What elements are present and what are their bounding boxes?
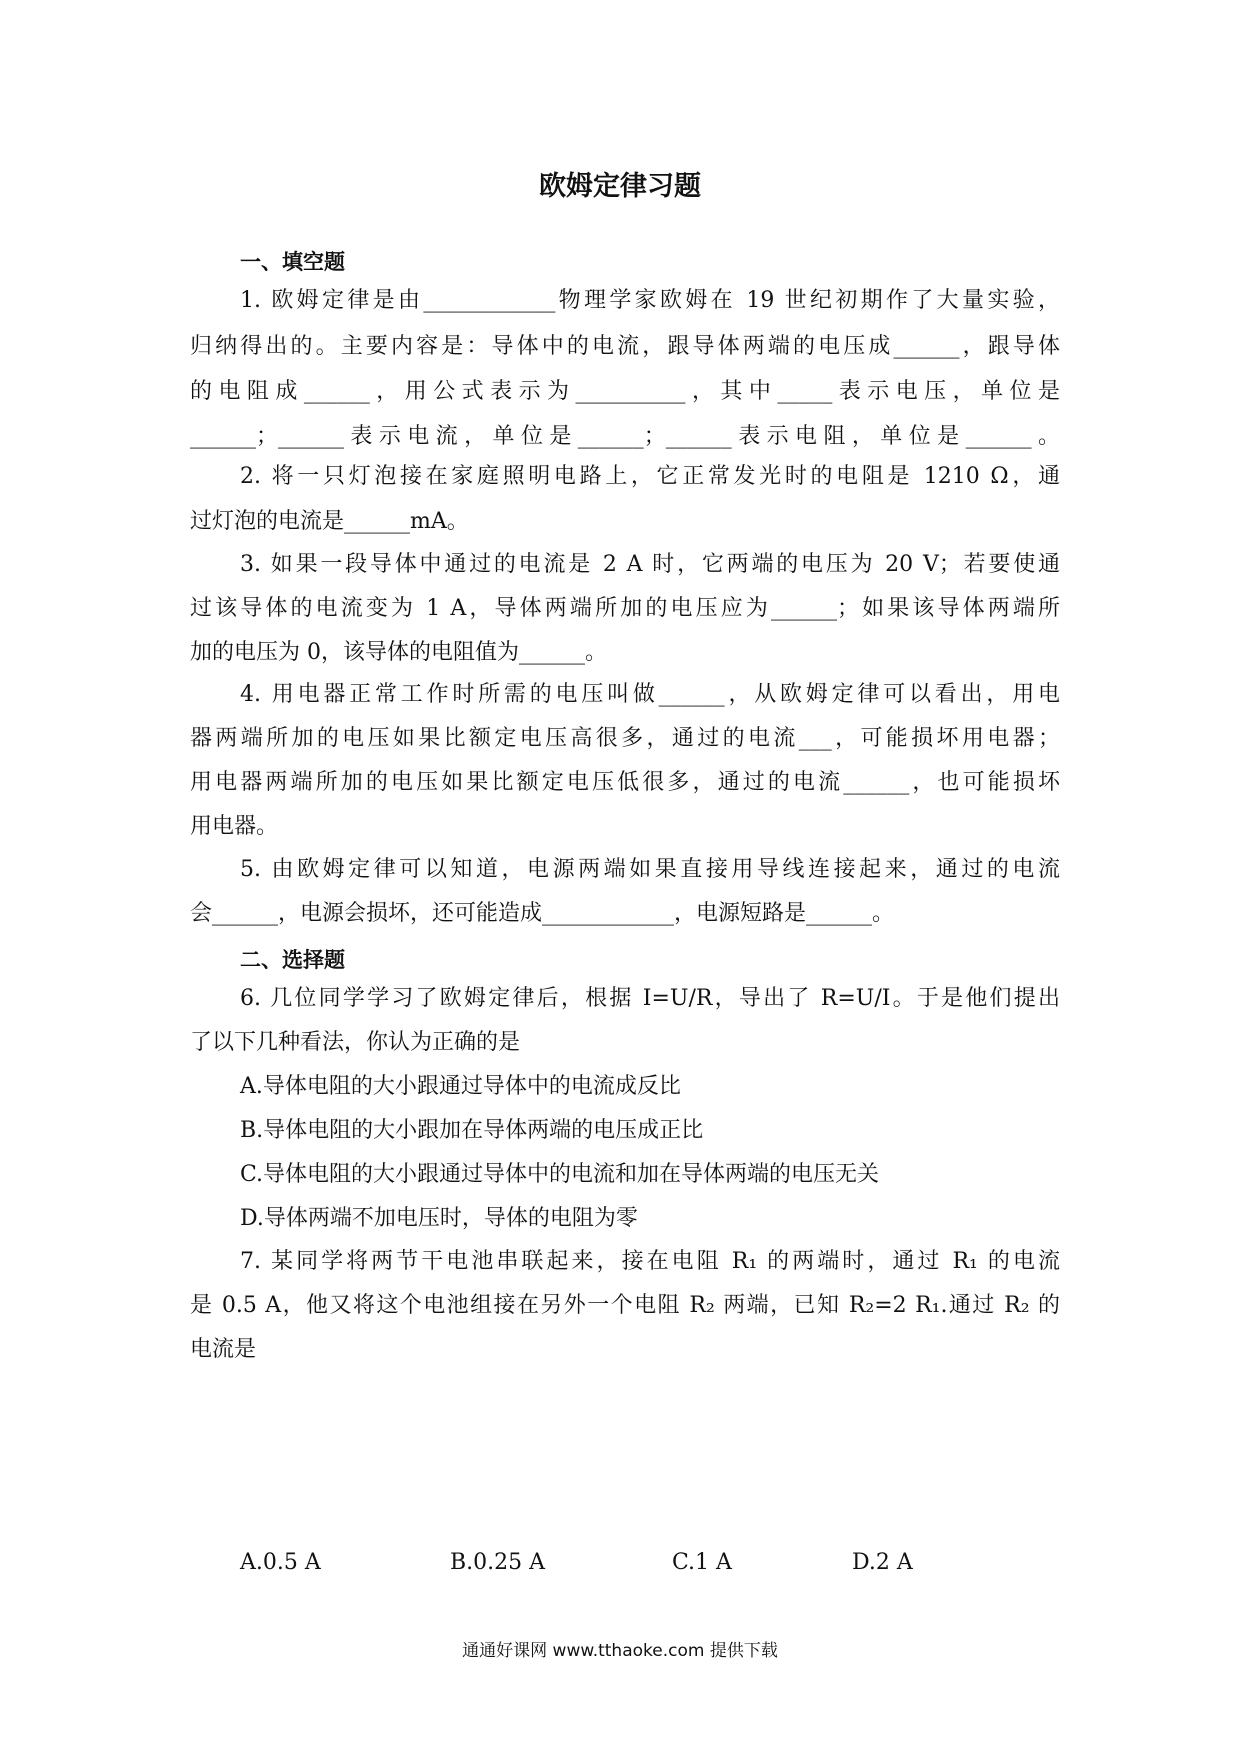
page-title: 欧姆定律习题 [539, 171, 701, 202]
q4-line-4: 用电器。 [190, 814, 279, 839]
q6-line-1: 6. 几位同学学习了欧姆定律后，根据 I=U/R，导出了 R=U/I。于是他们提出 [240, 986, 1060, 1011]
section-heading-fill-blank: 一、填空题 [240, 250, 345, 274]
q4-line-2: 器两端所加的电压如果比额定电压高很多，通过的电流___，可能损坏用电器； [190, 726, 1060, 751]
q7-line-3: 电流是 [190, 1337, 257, 1362]
q7-option-a: A.0.5 A [240, 1550, 321, 1575]
q3-line-2: 过该导体的电流变为 1 A，导体两端所加的电压应为______；如果该导体两端所 [190, 596, 1060, 621]
q1-line-1: 1. 欧姆定律是由____________物理学家欧姆在 19 世纪初期作了大量实验， [240, 288, 1060, 313]
q7-line-2: 是 0.5 A，他又将这个电池组接在另外一个电阻 R₂ 两端，已知 R₂=2 R₁.通过 R₂ 的 [190, 1293, 1060, 1318]
q1-line-3: 的电阻成______，用公式表示为__________，其中_____表示电压，单位是 [190, 379, 1060, 404]
q6-option-b: B.导体电阻的大小跟加在导体两端的电压成正比 [240, 1118, 704, 1143]
q7-option-b: B.0.25 A [450, 1550, 546, 1575]
q2-line-1: 2. 将一只灯泡接在家庭照明电路上，它正常发光时的电阻是 1210 Ω，通 [240, 464, 1060, 489]
q1-line-2: 归纳得出的。主要内容是：导体中的电流，跟导体两端的电压成______，跟导体 [190, 334, 1060, 359]
q1-line-4: ______；______表示电流，单位是______；______表示电阻，单位是______。 [190, 424, 1060, 449]
q2-line-2: 过灯泡的电流是______mA。 [190, 509, 469, 534]
q6-line-2: 了以下几种看法，你认为正确的是 [190, 1030, 521, 1055]
q7-line-1: 7. 某同学将两节干电池串联起来，接在电阻 R₁ 的两端时，通过 R₁ 的电流 [240, 1249, 1060, 1274]
q5-line-1: 5. 由欧姆定律可以知道，电源两端如果直接用导线连接起来，通过的电流 [240, 857, 1060, 882]
q4-line-1: 4. 用电器正常工作时所需的电压叫做______，从欧姆定律可以看出，用电 [240, 682, 1060, 707]
q7-option-c: C.1 A [672, 1550, 732, 1575]
footer-source: 通通好课网 www.tthaoke.com 提供下载 [462, 1641, 778, 1661]
q3-line-3: 加的电压为 0，该导体的电阻值为______。 [190, 640, 607, 665]
q3-line-1: 3. 如果一段导体中通过的电流是 2 A 时，它两端的电压为 20 V；若要使通 [240, 552, 1060, 577]
q4-line-3: 用电器两端所加的电压如果比额定电压低很多，通过的电流______，也可能损坏 [190, 770, 1060, 795]
q6-option-a: A.导体电阻的大小跟通过导体中的电流成反比 [240, 1074, 681, 1099]
q7-option-d: D.2 A [852, 1550, 913, 1575]
q5-line-2: 会______，电源会损坏，还可能造成____________，电源短路是______。 [190, 901, 895, 926]
section-heading-choice: 二、选择题 [240, 948, 345, 972]
q6-option-d: D.导体两端不加电压时，导体的电阻为零 [240, 1206, 638, 1231]
q6-option-c: C.导体电阻的大小跟通过导体中的电流和加在导体两端的电压无关 [240, 1162, 880, 1187]
